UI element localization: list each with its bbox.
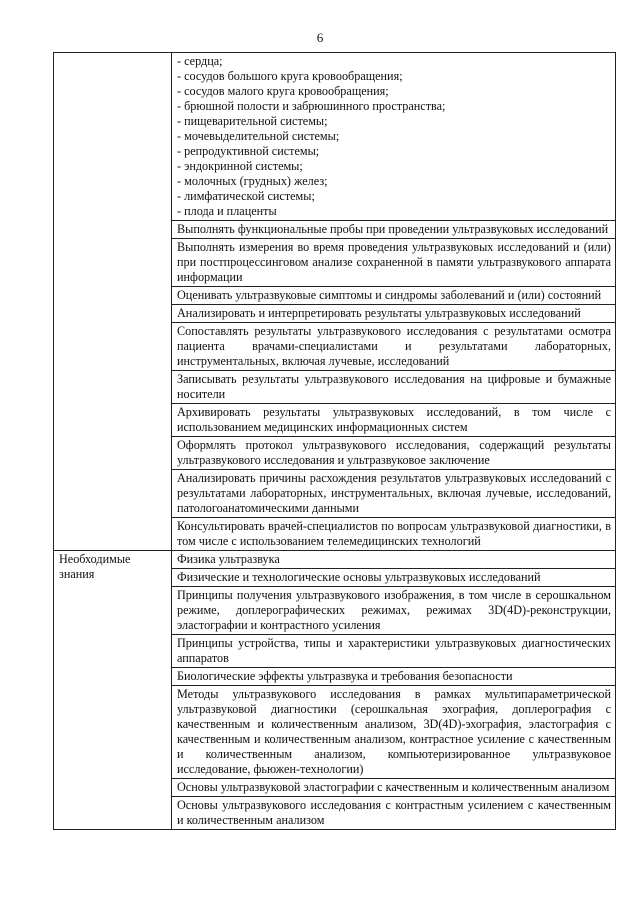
skill-entry: Оформлять протокол ультразвукового исследования, содержащий результаты ультразвукового исследования и ультразвуковое заключение: [172, 437, 616, 470]
skill-entry: Сопоставлять результаты ультразвукового исследования с результатами осмотра пациента врачами-специалистами и результатами лабораторных, инструментальных, включая лучевые, исследований: [172, 323, 616, 371]
knowledge-entry: Принципы получения ультразвукового изображения, в том числе в серошкальном режиме, доплерографических режимах, режимах 3D(4D)-реконструкции, эластографии и контрастного усиления: [172, 587, 616, 635]
knowledge-entry: Биологические эффекты ультразвука и требования безопасности: [172, 668, 616, 686]
skill-entry: Анализировать причины расхождения результатов ультразвуковых исследований с результатами лабораторных, инструментальных, включая лучевые, исследований, патологоанатомическими данными: [172, 470, 616, 518]
list-item: - брюшной полости и забрюшинного пространства;: [177, 99, 446, 113]
table-row: [54, 53, 616, 221]
list-item: - пищеварительной системы;: [177, 114, 328, 128]
knowledge-entry: Методы ультразвукового исследования в рамках мультипараметрической ультразвуковой диагностики (серошкальная эхография, доплерография с качественным и количественным анализом, 3D(4D)-эхография, эластография с качественным и количественным анализом, контрастное усиление с качественным и количественным анализом, компьютеризированное ультразвуковое исследование, фьюжен-технологии): [172, 686, 616, 779]
skill-entry: Выполнять функциональные пробы при проведении ультразвуковых исследований: [172, 221, 616, 239]
row-label-empty: [54, 53, 172, 551]
skill-entry: Выполнять измерения во время проведения ультразвуковых исследований и (или) при постпроцессинговом анализе сохраненной в памяти ультразвукового аппарата информации: [172, 239, 616, 287]
knowledge-entry: Физика ультразвука: [172, 551, 616, 569]
knowledge-entry: Физические и технологические основы ультразвуковых исследований: [172, 569, 616, 587]
skill-entry: Оценивать ультразвуковые симптомы и синдромы заболеваний и (или) состояний: [172, 287, 616, 305]
skill-entry: Консультировать врачей-специалистов по вопросам ультразвуковой диагностики, в том числе с использованием телемедицинских технологий: [172, 518, 616, 551]
skill-entry: Анализировать и интерпретировать результаты ультразвуковых исследований: [172, 305, 616, 323]
row-label-knowledge: Необходимые знания: [54, 551, 172, 830]
list-item: - лимфатической системы;: [177, 189, 315, 203]
knowledge-entry: Основы ультразвукового исследования с контрастным усилением с качественным и количественным анализом: [172, 797, 616, 830]
list-item: - эндокринной системы;: [177, 159, 303, 173]
competency-table: [53, 52, 616, 830]
list-item: - молочных (грудных) желез;: [177, 174, 328, 188]
list-item: - сосудов большого круга кровообращения;: [177, 69, 403, 83]
knowledge-entry: Основы ультразвуковой эластографии с качественным и количественным анализом: [172, 779, 616, 797]
list-item: - плода и плаценты: [177, 204, 277, 218]
list-item: - репродуктивной системы;: [177, 144, 320, 158]
list-item: - сердца;: [177, 54, 223, 68]
list-item: - мочевыделительной системы;: [177, 129, 340, 143]
page-number: 6: [316, 30, 324, 45]
knowledge-entry: Принципы устройства, типы и характеристики ультразвуковых диагностических аппаратов: [172, 635, 616, 668]
organ-list: [172, 53, 616, 221]
list-item: - сосудов малого круга кровообращения;: [177, 84, 389, 98]
skill-entry: Записывать результаты ультразвукового исследования на цифровые и бумажные носители: [172, 371, 616, 404]
skill-entry: Архивировать результаты ультразвуковых исследований, в том числе с использованием медицинских информационных систем: [172, 404, 616, 437]
table-row: [54, 551, 616, 569]
